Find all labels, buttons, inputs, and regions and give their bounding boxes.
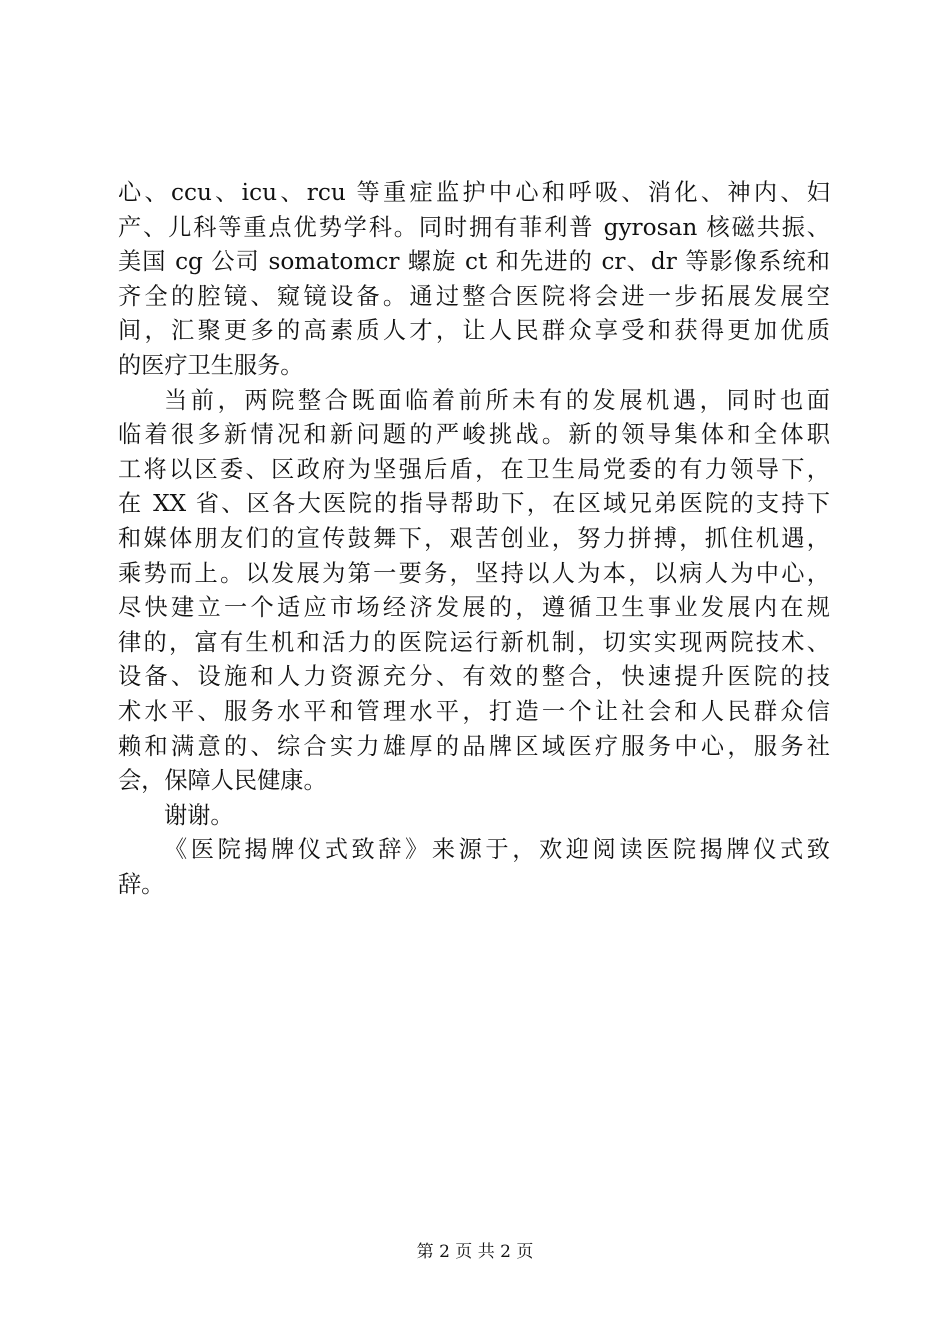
paragraph — [118, 799, 830, 834]
text-line: 间，汇聚更多的高素质人才，让人民群众享受和获得更加优质 — [118, 317, 830, 345]
text-line: 美国 cg 公司 somatomcr 螺旋 ct 和先进的 cr、dr 等影像系统和 — [118, 248, 830, 276]
text-line: 齐全的腔镜、窥镜设备。通过整合医院将会进一步拓展发展空 — [118, 282, 830, 310]
paragraph — [118, 176, 830, 384]
text-line: 临着很多新情况和新问题的严峻挑战。新的领导集体和全体职 — [118, 421, 830, 449]
text-line: 工将以区委、区政府为坚强后盾，在卫生局党委的有力领导下， — [118, 455, 830, 483]
text-line: 赖和满意的、综合实力雄厚的品牌区域医疗服务中心，服务社 — [118, 732, 830, 760]
paragraph — [118, 384, 830, 799]
text-line: 产、儿科等重点优势学科。同时拥有菲利普 gyrosan 核磁共振、 — [118, 213, 830, 241]
text-line: 会，保障人民健康。 — [118, 767, 327, 795]
page-number-footer: 第 2 页 共 2 页 — [416, 1242, 534, 1262]
text-line: 尽快建立一个适应市场经济发展的，遵循卫生事业发展内在规 — [118, 594, 830, 622]
text-line: 《医院揭牌仪式致辞》来源于，欢迎阅读医院揭牌仪式致 — [164, 836, 830, 864]
text-line: 和媒体朋友们的宣传鼓舞下，艰苦创业，努力拼搏，抓住机遇， — [118, 524, 830, 552]
text-line: 的医疗卫生服务。 — [118, 351, 304, 379]
text-line: 乘势而上。以发展为第一要务，坚持以人为本，以病人为中心， — [118, 559, 830, 587]
text-line: 律的，富有生机和活力的医院运行新机制，切实实现两院技术、 — [118, 628, 830, 656]
text-line: 在 XX 省、区各大医院的指导帮助下，在区域兄弟医院的支持下 — [118, 490, 830, 518]
text-line: 谢谢。 — [164, 801, 234, 829]
text-line: 设备、设施和人力资源充分、有效的整合，快速提升医院的技 — [118, 663, 830, 691]
text-line: 辞。 — [118, 870, 165, 898]
text-line: 当前，两院整合既面临着前所未有的发展机遇，同时也面 — [164, 386, 830, 414]
document-body — [118, 176, 830, 902]
text-line: 术水平、服务水平和管理水平，打造一个让社会和人民群众信 — [118, 697, 830, 725]
paragraph — [118, 833, 830, 902]
text-line: 心、ccu、icu、rcu 等重症监护中心和呼吸、消化、神内、妇 — [118, 179, 830, 206]
